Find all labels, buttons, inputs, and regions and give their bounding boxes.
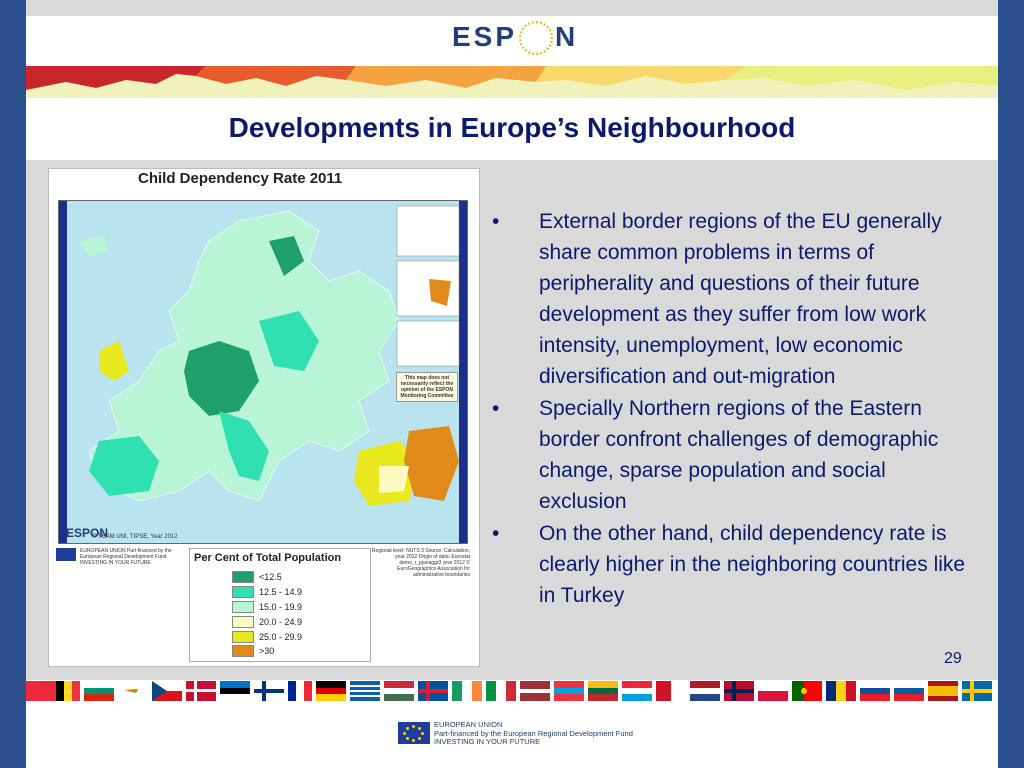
eu-flags-strip xyxy=(26,680,998,702)
eu-star-icon xyxy=(418,727,421,730)
eu-flags-row xyxy=(26,681,998,701)
bullet-dot: • xyxy=(492,210,500,233)
legend-item xyxy=(232,571,282,583)
decorative-map-strip xyxy=(26,66,998,98)
legend-swatch xyxy=(232,616,254,628)
espon-logo-circle-icon xyxy=(519,21,553,55)
bullet-item xyxy=(490,518,970,611)
legend-label: <12.5 xyxy=(259,572,282,582)
legend-title: Per Cent of Total Population xyxy=(194,552,342,564)
bullet-item xyxy=(490,393,970,517)
footer-line-1: EUROPEAN UNION xyxy=(434,720,503,729)
eu-star-icon xyxy=(412,725,415,728)
legend-label: 20.0 - 24.9 xyxy=(259,617,303,627)
map-credit: © TEAM UNI, TIPSE, Year 2012 xyxy=(92,534,178,540)
footer-line-2: Part-financed by the European Regional Development Fund xyxy=(434,728,633,738)
eu-flag-small-icon xyxy=(56,548,76,561)
eu-star-icon xyxy=(418,737,421,740)
eu-flag-icon xyxy=(398,722,430,744)
slide-title: Developments in Europe’s Neighbourhood xyxy=(228,112,796,143)
eu-star-icon xyxy=(406,727,409,730)
top-gray-band xyxy=(26,0,998,16)
page-number: 29 xyxy=(944,650,962,667)
bullet-item xyxy=(490,206,970,392)
bullet-text: On the other hand, child dependency rate is clearly higher in the neighboring countries like in Turkey xyxy=(539,522,966,607)
eu-star-icon xyxy=(403,732,406,735)
map-title: Child Dependency Rate 2011 xyxy=(138,170,343,187)
map-eu-text: EUROPEAN UNION Part-financed by the European Regional Development Fund INVESTING IN YOUR FUTURE xyxy=(80,548,172,566)
legend-swatch xyxy=(232,586,254,598)
espon-logo-text-right: N xyxy=(555,21,579,52)
map-disclaimer-note: This map does not necessarily reflect the opinion of the ESPON Monitoring Committee xyxy=(396,372,458,402)
legend-item xyxy=(232,601,302,613)
legend-swatch xyxy=(232,601,254,613)
eu-star-icon xyxy=(421,732,424,735)
bullet-text: Specially Northern regions of the Eastern border confront challenges of demographic change, sparse population and social exclusion xyxy=(539,397,939,513)
legend-item xyxy=(232,631,302,643)
eu-star-icon xyxy=(412,739,415,742)
bullet-list xyxy=(490,206,970,612)
legend-label: 12.5 - 14.9 xyxy=(259,587,303,597)
legend-swatch xyxy=(232,571,254,583)
map-source-text: Regional level: NUTS 3 Source: Calculation, year 2012 Origin of data: Eurostat demo_r_pjanaggr3 year 2012 © EuroGeographics Association for administrative boundaries xyxy=(371,548,470,578)
map-espon-mini-logo: ESPON xyxy=(66,526,109,540)
bullet-text: External border regions of the EU generally share common problems in terms of peripherality and questions of their future development as they suffer from low work intensity, unemployment, low economic diversification and out-migration xyxy=(539,210,942,388)
espon-logo-text-left: ESP xyxy=(452,21,518,52)
footer-line-3: INVESTING IN YOUR FUTURE xyxy=(434,737,541,746)
bullet-dot: • xyxy=(492,522,500,545)
legend-item xyxy=(232,586,302,598)
legend-label: >30 xyxy=(259,646,275,656)
legend-label: 25.0 - 29.9 xyxy=(259,632,303,642)
legend-item xyxy=(232,616,302,628)
legend-item xyxy=(232,645,274,657)
bullet-dot: • xyxy=(492,397,500,420)
legend-swatch xyxy=(232,645,254,657)
eu-star-icon xyxy=(406,737,409,740)
legend-swatch xyxy=(232,631,254,643)
footer-eu-text xyxy=(434,721,633,747)
legend-label: 15.0 - 19.9 xyxy=(259,602,303,612)
espon-logo xyxy=(452,20,578,54)
